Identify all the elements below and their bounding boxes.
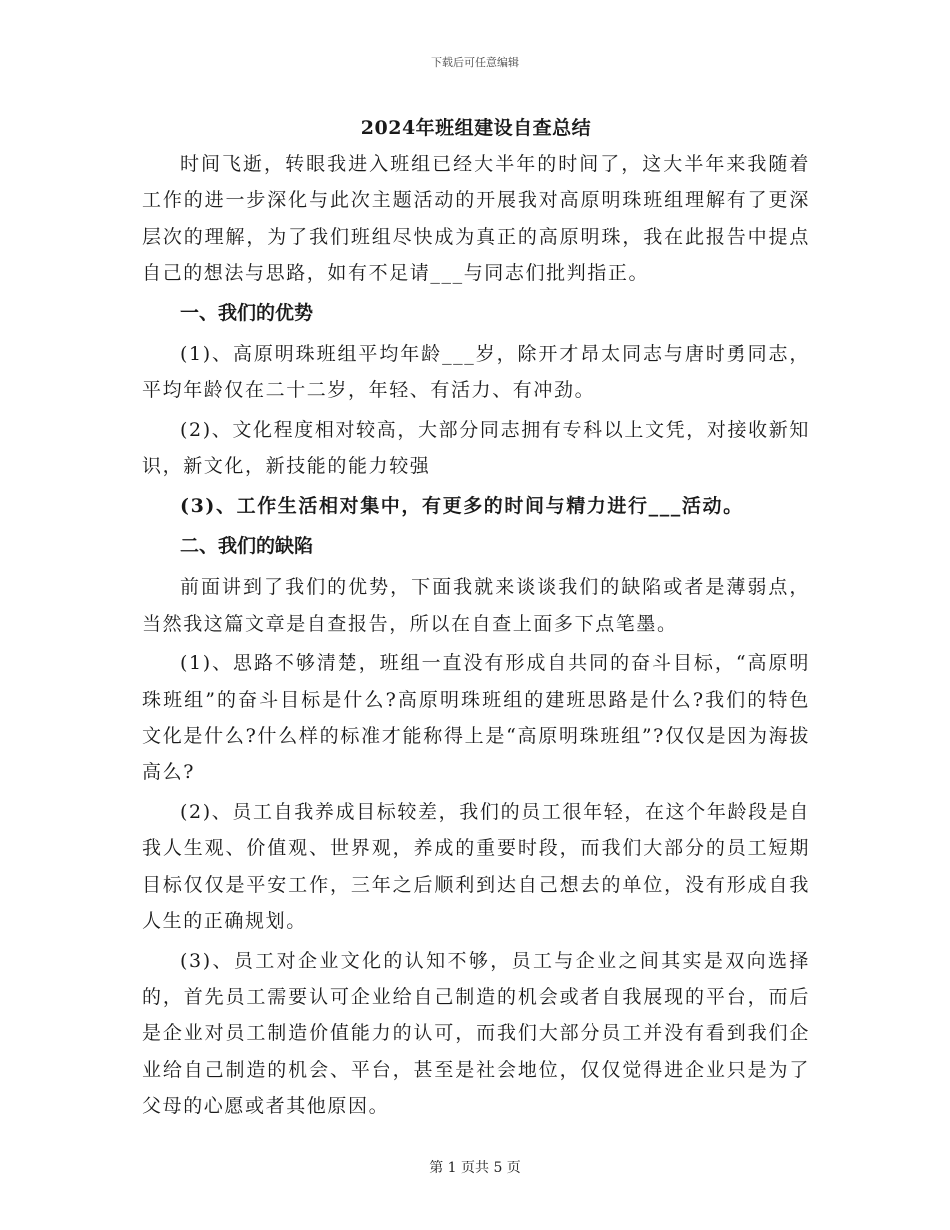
document-body bbox=[142, 110, 810, 1128]
paragraph-strength-3: (3)、工作生活相对集中，有更多的时间与精力进行___活动。 bbox=[180, 495, 744, 518]
paragraph-weakness-1: (1)、思路不够清楚，班组一直没有形成自共同的奋斗目标，“高原明珠班组”的奋斗目标是什么?高原明珠班组的建班思路是什么?我们的特色文化是什么?什么样的标准才能称得上是“高原明珠班组”?仅仅是因为海拔高么? bbox=[142, 652, 810, 784]
paragraph-intro: 时间飞逝，转眼我进入班组已经大半年的时间了，这大半年来我随着工作的进一步深化与此次主题活动的开展我对高原明珠班组理解有了更深层次的理解，为了我们班组尽快成为真正的高原明珠，我在此报告中提点自己的想法与思路，如有不足请___与同志们批判指正。 bbox=[142, 153, 810, 284]
section-heading-weaknesses: 二、我们的缺陷 bbox=[180, 534, 314, 557]
paragraph-weakness-2: (2)、员工自我养成目标较差，我们的员工很年轻，在这个年龄段是自我人生观、价值观、世界观，养成的重要时段，而我们大部分的员工短期目标仅仅是平安工作，三年之后顺利到达自己想去的单位，没有形成自我人生的正确规划。 bbox=[142, 801, 810, 932]
paragraph-strength-2: (2)、文化程度相对较高，大部分同志拥有专科以上文凭，对接收新知识，新文化，新技能的能力较强 bbox=[142, 419, 810, 478]
paragraph-weakness-intro: 前面讲到了我们的优势，下面我就来谈谈我们的缺陷或者是薄弱点，当然我这篇文章是自查报告，所以在自查上面多下点笔墨。 bbox=[142, 576, 810, 635]
page-footer: 第 1 页共 5 页 bbox=[429, 1160, 521, 1176]
paragraph-strength-1: (1)、高原明珠班组平均年龄___岁，除开才昂太同志与唐时勇同志，平均年龄仅在二十二岁，年轻、有活力、有冲劲。 bbox=[142, 342, 810, 402]
section-heading-strengths: 一、我们的优势 bbox=[180, 301, 314, 324]
document-title: 2024年班组建设自查总结 bbox=[360, 117, 592, 139]
page-header: 下载后可任意编辑 bbox=[431, 56, 519, 69]
paragraph-weakness-3: (3)、员工对企业文化的认知不够，员工与企业之间其实是双向选择的，首先员工需要认可企业给自己制造的机会或者自我展现的平台，而后是企业对员工制造价值能力的认可，而我们大部分员工并没有看到我们企业给自己制造的机会、平台，甚至是社会地位，仅仅觉得进企业只是为了父母的心愿或者其他原因。 bbox=[142, 949, 810, 1117]
